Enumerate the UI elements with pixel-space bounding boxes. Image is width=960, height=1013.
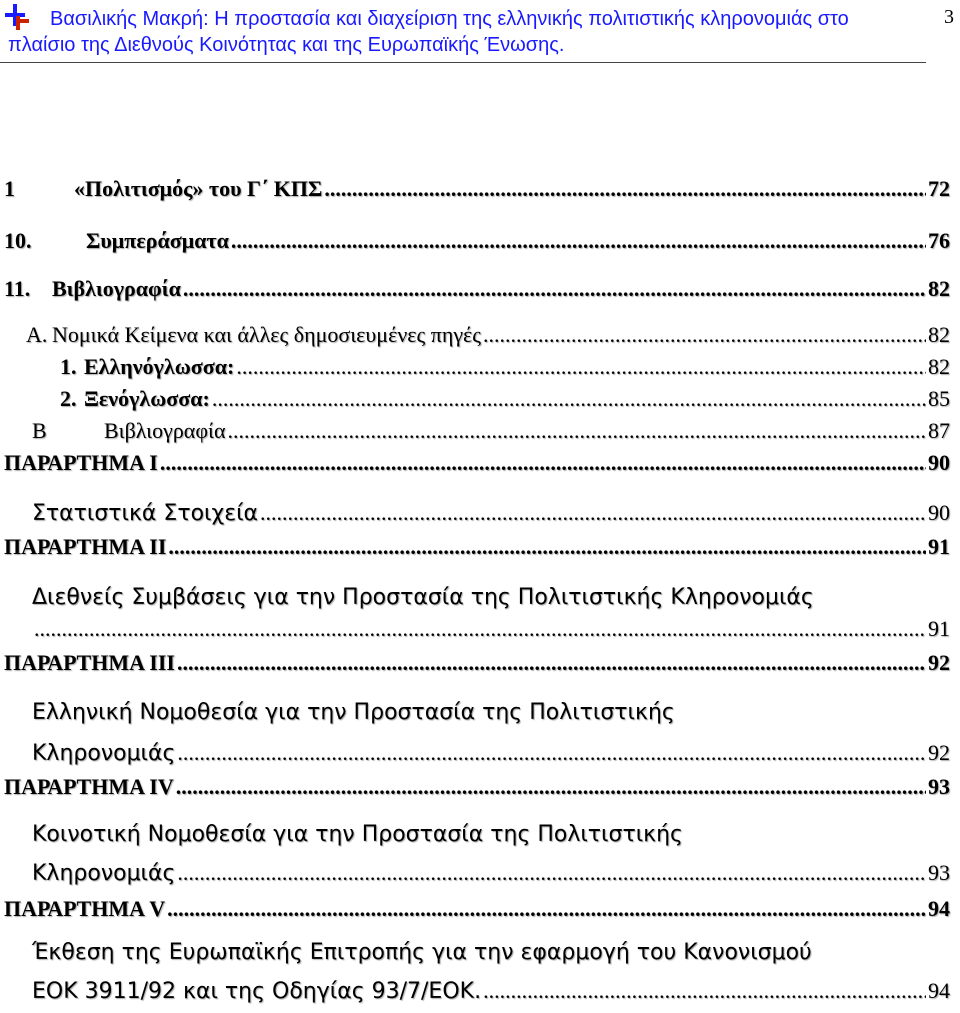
toc-title-line2: ΕΟΚ 3911/92 και της Οδηγίας 93/7/ΕΟΚ. [32,979,482,1004]
toc-leader [236,354,926,380]
toc-entry[interactable] [0,354,960,380]
toc-page: 85 [928,386,950,411]
toc-page: 92 [928,650,950,675]
toc-title: ΠΑΡΑΡΤΗΜΑ ΙV [4,774,174,799]
toc-leader [177,740,926,766]
toc-entry[interactable] [0,386,960,412]
toc-page: 76 [928,228,950,253]
toc-number: 10. [4,228,32,253]
toc-title[interactable]: Ελληνική Νομοθεσία για την Προστασία της Πολιτιστικής [32,700,675,725]
toc-leader [227,418,926,444]
toc-entry[interactable] [0,860,960,886]
toc-title: ΠΑΡΑΡΤΗΜΑ ΙΙ [4,534,167,559]
toc-entry[interactable] [0,774,960,800]
toc-title[interactable]: Διεθνείς Συμβάσεις για την Προστασία της Πολιτιστικής Κληρονομιάς [32,585,814,610]
toc-title: Στατιστικά Στοιχεία [32,501,259,526]
toc-title: «Πολιτισμός» του Γ΄ ΚΠΣ [74,176,323,201]
toc-title: Ελληνόγλωσσα: [84,354,235,379]
toc-leader [483,322,926,348]
toc-page: 82 [928,276,950,301]
toc-leader [167,896,926,922]
toc-page: 82 [928,354,950,379]
toc-title: ΠΑΡΑΡΤΗΜΑ ΙΙΙ [4,650,175,675]
toc-title: Ξενόγλωσσα: [84,386,210,411]
toc-page: 94 [928,978,950,1003]
toc-entry[interactable] [0,978,960,1004]
toc-number: 1. [60,354,77,379]
toc-entry[interactable] [0,450,960,476]
toc-title: Βιβλιογραφία [52,276,181,301]
toc-page: 93 [928,860,950,885]
toc-leader [160,450,926,476]
toc-entry[interactable] [0,228,960,254]
toc-entry[interactable] [0,896,960,922]
toc-page: 94 [928,896,950,921]
toc-leader [177,860,926,886]
toc-entry[interactable] [0,322,960,348]
toc-leader [212,386,926,412]
toc-leader [324,176,926,202]
toc-entry[interactable] [0,276,960,302]
toc-title: ΠΑΡΑΡΤΗΜΑ V [4,896,166,921]
toc-leader [483,978,926,1004]
page-number: 3 [944,6,954,28]
toc-title: Συμπεράσματα [86,228,229,253]
toc-number: Α. [26,322,48,347]
toc-entry[interactable] [0,500,960,526]
toc-leader [260,500,926,526]
toc-number: 1 [4,176,15,201]
page-header [0,0,926,63]
toc-page: 91 [928,616,950,641]
toc-title-line2: Κληρονομιάς [32,861,176,886]
toc-page: 91 [928,534,950,559]
toc-title-line2: Κληρονομιάς [32,741,176,766]
toc-number: 11. [4,276,31,301]
toc-title: Νομικά Κείμενα και άλλες δημοσιευμένες πηγές [52,322,482,347]
toc-entry[interactable] [0,534,960,560]
toc-entry[interactable] [0,418,960,444]
toc-title[interactable]: Κοινοτική Νομοθεσία για την Προστασία της Πολιτιστικής [32,822,683,847]
toc-leader [168,534,926,560]
toc-leader [183,276,926,302]
toc-leader [177,650,926,676]
toc-number: Β [32,418,47,443]
toc-leader [231,228,926,254]
header-title: Βασιλικής Μακρή: Η προστασία και διαχείριση της ελληνικής πολιτιστικής κληρονομιάς στο πλαίσιο της Διεθνούς Κοινότητας και της Ευρωπαϊκής Ένωσης. [8,8,849,56]
toc-leader [176,774,926,800]
toc-entry[interactable] [0,650,960,676]
toc-number: 2. [60,386,77,411]
toc-entry[interactable] [0,740,960,766]
toc-page: 87 [928,418,950,443]
toc-page: 82 [928,322,950,347]
toc-page: 93 [928,774,950,799]
toc-entry[interactable] [0,176,960,202]
toc-page: 72 [928,176,950,201]
toc-entry[interactable] [0,616,960,642]
toc-title[interactable]: Έκθεση της Ευρωπαϊκής Επιτροπής για την εφαρμογή του Κανονισμού [32,940,812,965]
toc-page: 90 [928,450,950,475]
toc-leader [34,616,926,642]
toc-page: 90 [928,500,950,525]
toc-title: Βιβλιογραφία [104,418,226,443]
toc-page: 92 [928,740,950,765]
toc-title: ΠΑΡΑΡΤΗΜΑ Ι [4,450,158,475]
